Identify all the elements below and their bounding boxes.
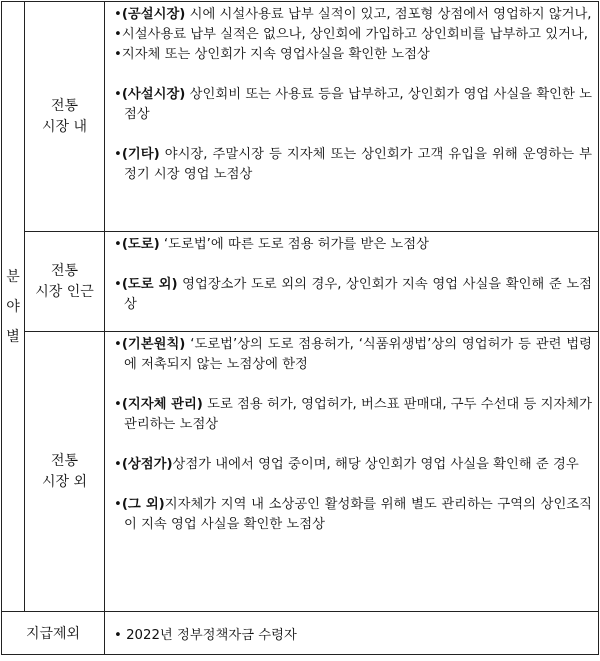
item-text: 야시장, 주말시장 등 지자체 또는 상인회가 고객 유입을 위해 운영하는 부정기 시장 영업 노점상	[124, 147, 592, 182]
item-text: 영업장소가 도로 외의 경우, 상인회가 지속 영업 사실을 확인해 준 노점상	[124, 277, 593, 312]
item-tag: (도로 외)	[121, 277, 178, 292]
section-row	[2, 2, 599, 232]
spacer	[114, 375, 592, 395]
bullet: •	[114, 457, 122, 472]
item-text: 시설사용료 납부 실적은 없으나, 상인회에 가입하고 상인회비를 납부하고 있거나,	[121, 27, 588, 42]
section-label-line: 시장 외	[41, 473, 88, 490]
section-body	[105, 232, 599, 332]
list-item	[114, 335, 592, 375]
section-row	[2, 232, 599, 332]
item-tag: (기본원칙)	[121, 337, 186, 352]
bullet: •	[114, 277, 122, 292]
exclusion-text: 2022년 정부정책자금 수령자	[126, 627, 297, 643]
section-row	[2, 332, 599, 612]
item-tag: (기타)	[121, 147, 160, 162]
section-label	[25, 232, 105, 332]
section-label-line: 전통	[50, 262, 79, 279]
list-item	[114, 495, 592, 535]
bullet: •	[114, 47, 122, 62]
list-item	[114, 235, 592, 255]
item-text: ‘도로법’상의 도로 점용허가, ‘식품위생법’상의 영업허가 등 관련 법령에 저촉되지 않는 노점상에 한정	[124, 337, 592, 372]
exclusion-body	[105, 612, 599, 655]
section-body	[105, 2, 599, 232]
category-group-label	[2, 2, 25, 612]
item-text: 지자체 또는 상인회가 지속 영업사실을 확인한 노점상	[121, 47, 430, 62]
bullet: •	[114, 147, 122, 162]
section-label	[25, 332, 105, 612]
bullet: •	[114, 627, 127, 643]
spacer	[114, 475, 592, 495]
bullet: •	[114, 7, 122, 22]
section-label-line: 시장 인근	[35, 283, 94, 300]
item-tag: (도로)	[121, 237, 160, 252]
spacer	[114, 255, 592, 275]
item-text: 상점가 내에서 영업 중이며, 해당 상인회가 영업 사실을 확인해 준 경우	[172, 457, 579, 472]
bullet: •	[114, 337, 122, 352]
item-tag: (사설시장)	[121, 87, 186, 102]
item-text: ‘도로법’에 따른 도로 점용 허가를 받은 노점상	[159, 237, 429, 252]
item-tag: (그 외)	[121, 497, 165, 512]
list-item	[114, 5, 592, 25]
item-text: 시에 시설사용료 납부 실적이 있고, 점포형 상점에서 영업하지 않거나,	[185, 7, 592, 22]
bullet: •	[114, 497, 122, 512]
bullet: •	[114, 27, 122, 42]
bullet: •	[114, 87, 122, 102]
section-body	[105, 332, 599, 612]
eligibility-table	[1, 1, 599, 655]
bullet: •	[114, 237, 122, 252]
section-label-line: 전통	[50, 452, 79, 469]
category-group-char: 분	[6, 268, 20, 285]
list-item	[114, 45, 592, 65]
category-group-char: 야	[6, 298, 20, 315]
section-label	[25, 2, 105, 232]
section-label-line: 전통	[50, 97, 79, 114]
item-text: 상인회비 또는 사용료 등을 납부하고, 상인회가 영업 사실을 확인한 노점상	[124, 87, 592, 122]
spacer	[114, 125, 592, 145]
exclusion-label: 지급제외	[2, 612, 105, 655]
bullet: •	[114, 397, 122, 412]
item-tag: (공설시장)	[121, 7, 186, 22]
category-group-char: 별	[6, 328, 20, 345]
spacer	[114, 65, 592, 85]
item-tag: (상점가)	[121, 457, 173, 472]
list-item	[114, 25, 592, 45]
spacer	[114, 435, 592, 455]
list-item	[114, 275, 592, 315]
list-item	[114, 85, 592, 125]
exclusion-row	[2, 612, 599, 655]
list-item	[114, 145, 592, 185]
item-text: 지자체가 지역 내 소상공인 활성화를 위해 별도 관리하는 구역의 상인조직이 지속 영업 사실을 확인한 노점상	[124, 497, 592, 532]
item-tag: (지자체 관리)	[121, 397, 203, 412]
item-text: 도로 점용 허가, 영업허가, 버스표 판매대, 구두 수선대 등 지자체가 관리하는 노점상	[124, 397, 592, 432]
list-item	[114, 395, 592, 435]
list-item	[114, 455, 592, 475]
section-label-line: 시장 내	[41, 118, 88, 135]
